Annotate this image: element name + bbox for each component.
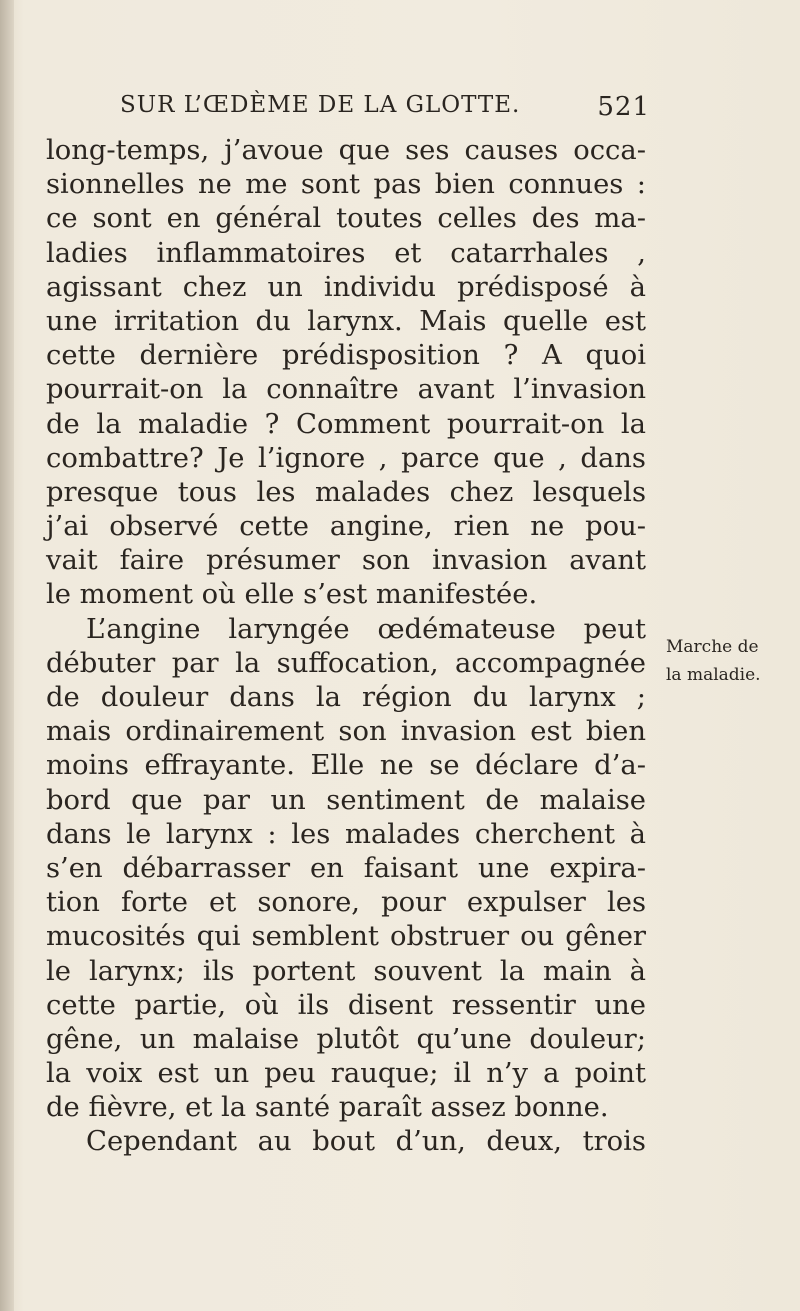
page-gutter: [0, 0, 14, 1311]
text-line: de fièvre, et la santé paraît assez bonne.: [46, 1092, 609, 1124]
text-line: tion forte et sonore, pour expulser les: [46, 887, 646, 919]
running-header: [120, 92, 650, 132]
text-line: Cependant au bout d’un, deux, trois: [86, 1126, 646, 1158]
text-line: pourrait-on la connaître avant l’invasion: [46, 374, 646, 406]
text-line: mucosités qui semblent obstruer ou gêner: [46, 921, 646, 953]
text-line: dans le larynx : les malades cherchent à: [46, 818, 646, 850]
text-line: mais ordinairement son invasion est bien: [46, 716, 646, 748]
text-line: L’angine laryngée œdémateuse peut: [86, 613, 646, 645]
text-line: la voix est un peu rauque; il n’y a point: [46, 1058, 646, 1090]
text-line: le larynx; ils portent souvent la main à: [46, 955, 646, 987]
text-line: cette dernière prédisposition ? A quoi: [46, 340, 646, 372]
text-line: sionnelles ne me sont pas bien connues :: [46, 169, 646, 201]
text-line: ce sont en général toutes celles des ma-: [46, 203, 646, 235]
text-line: moins effrayante. Elle ne se déclare d’a-: [46, 750, 646, 782]
text-line: bord que par un sentiment de malaise: [46, 784, 646, 816]
page-number: 521: [597, 92, 650, 122]
text-line: gêne, un malaise plutôt qu’une douleur;: [46, 1023, 646, 1055]
text-line: débuter par la suffocation, accompagnée: [46, 647, 646, 679]
text-line: presque tous les malades chez lesquels: [46, 476, 646, 508]
text-line: le moment où elle s’est manifestée.: [46, 579, 538, 611]
text-line: de douleur dans la région du larynx ;: [46, 682, 646, 713]
text-line: de la maladie ? Comment pourrait-on la: [46, 408, 646, 440]
margin-note-line: la maladie.: [666, 665, 761, 685]
text-line: ladies inflammatoires et catarrhales ,: [46, 237, 646, 269]
margin-note: [666, 633, 796, 689]
text-line: une irritation du larynx. Mais quelle est: [46, 305, 646, 337]
text-line: combattre? Je l’ignore , parce que , dans: [46, 442, 646, 474]
margin-note-line: Marche de: [666, 637, 759, 657]
text-line: cette partie, où ils disent ressentir une: [46, 989, 646, 1021]
text-line: long-temps, j’avoue que ses causes occa-: [46, 135, 646, 166]
text-line: vait faire présumer son invasion avant: [46, 545, 646, 577]
running-title: SUR L’ŒDÈME DE LA GLOTTE.: [120, 92, 521, 118]
body-text: [46, 134, 646, 1160]
text-line: j’ai observé cette angine, rien ne pou-: [46, 511, 646, 543]
text-line: s’en débarrasser en faisant une expira-: [46, 852, 646, 884]
text-line: agissant chez un individu prédisposé à: [46, 271, 646, 303]
